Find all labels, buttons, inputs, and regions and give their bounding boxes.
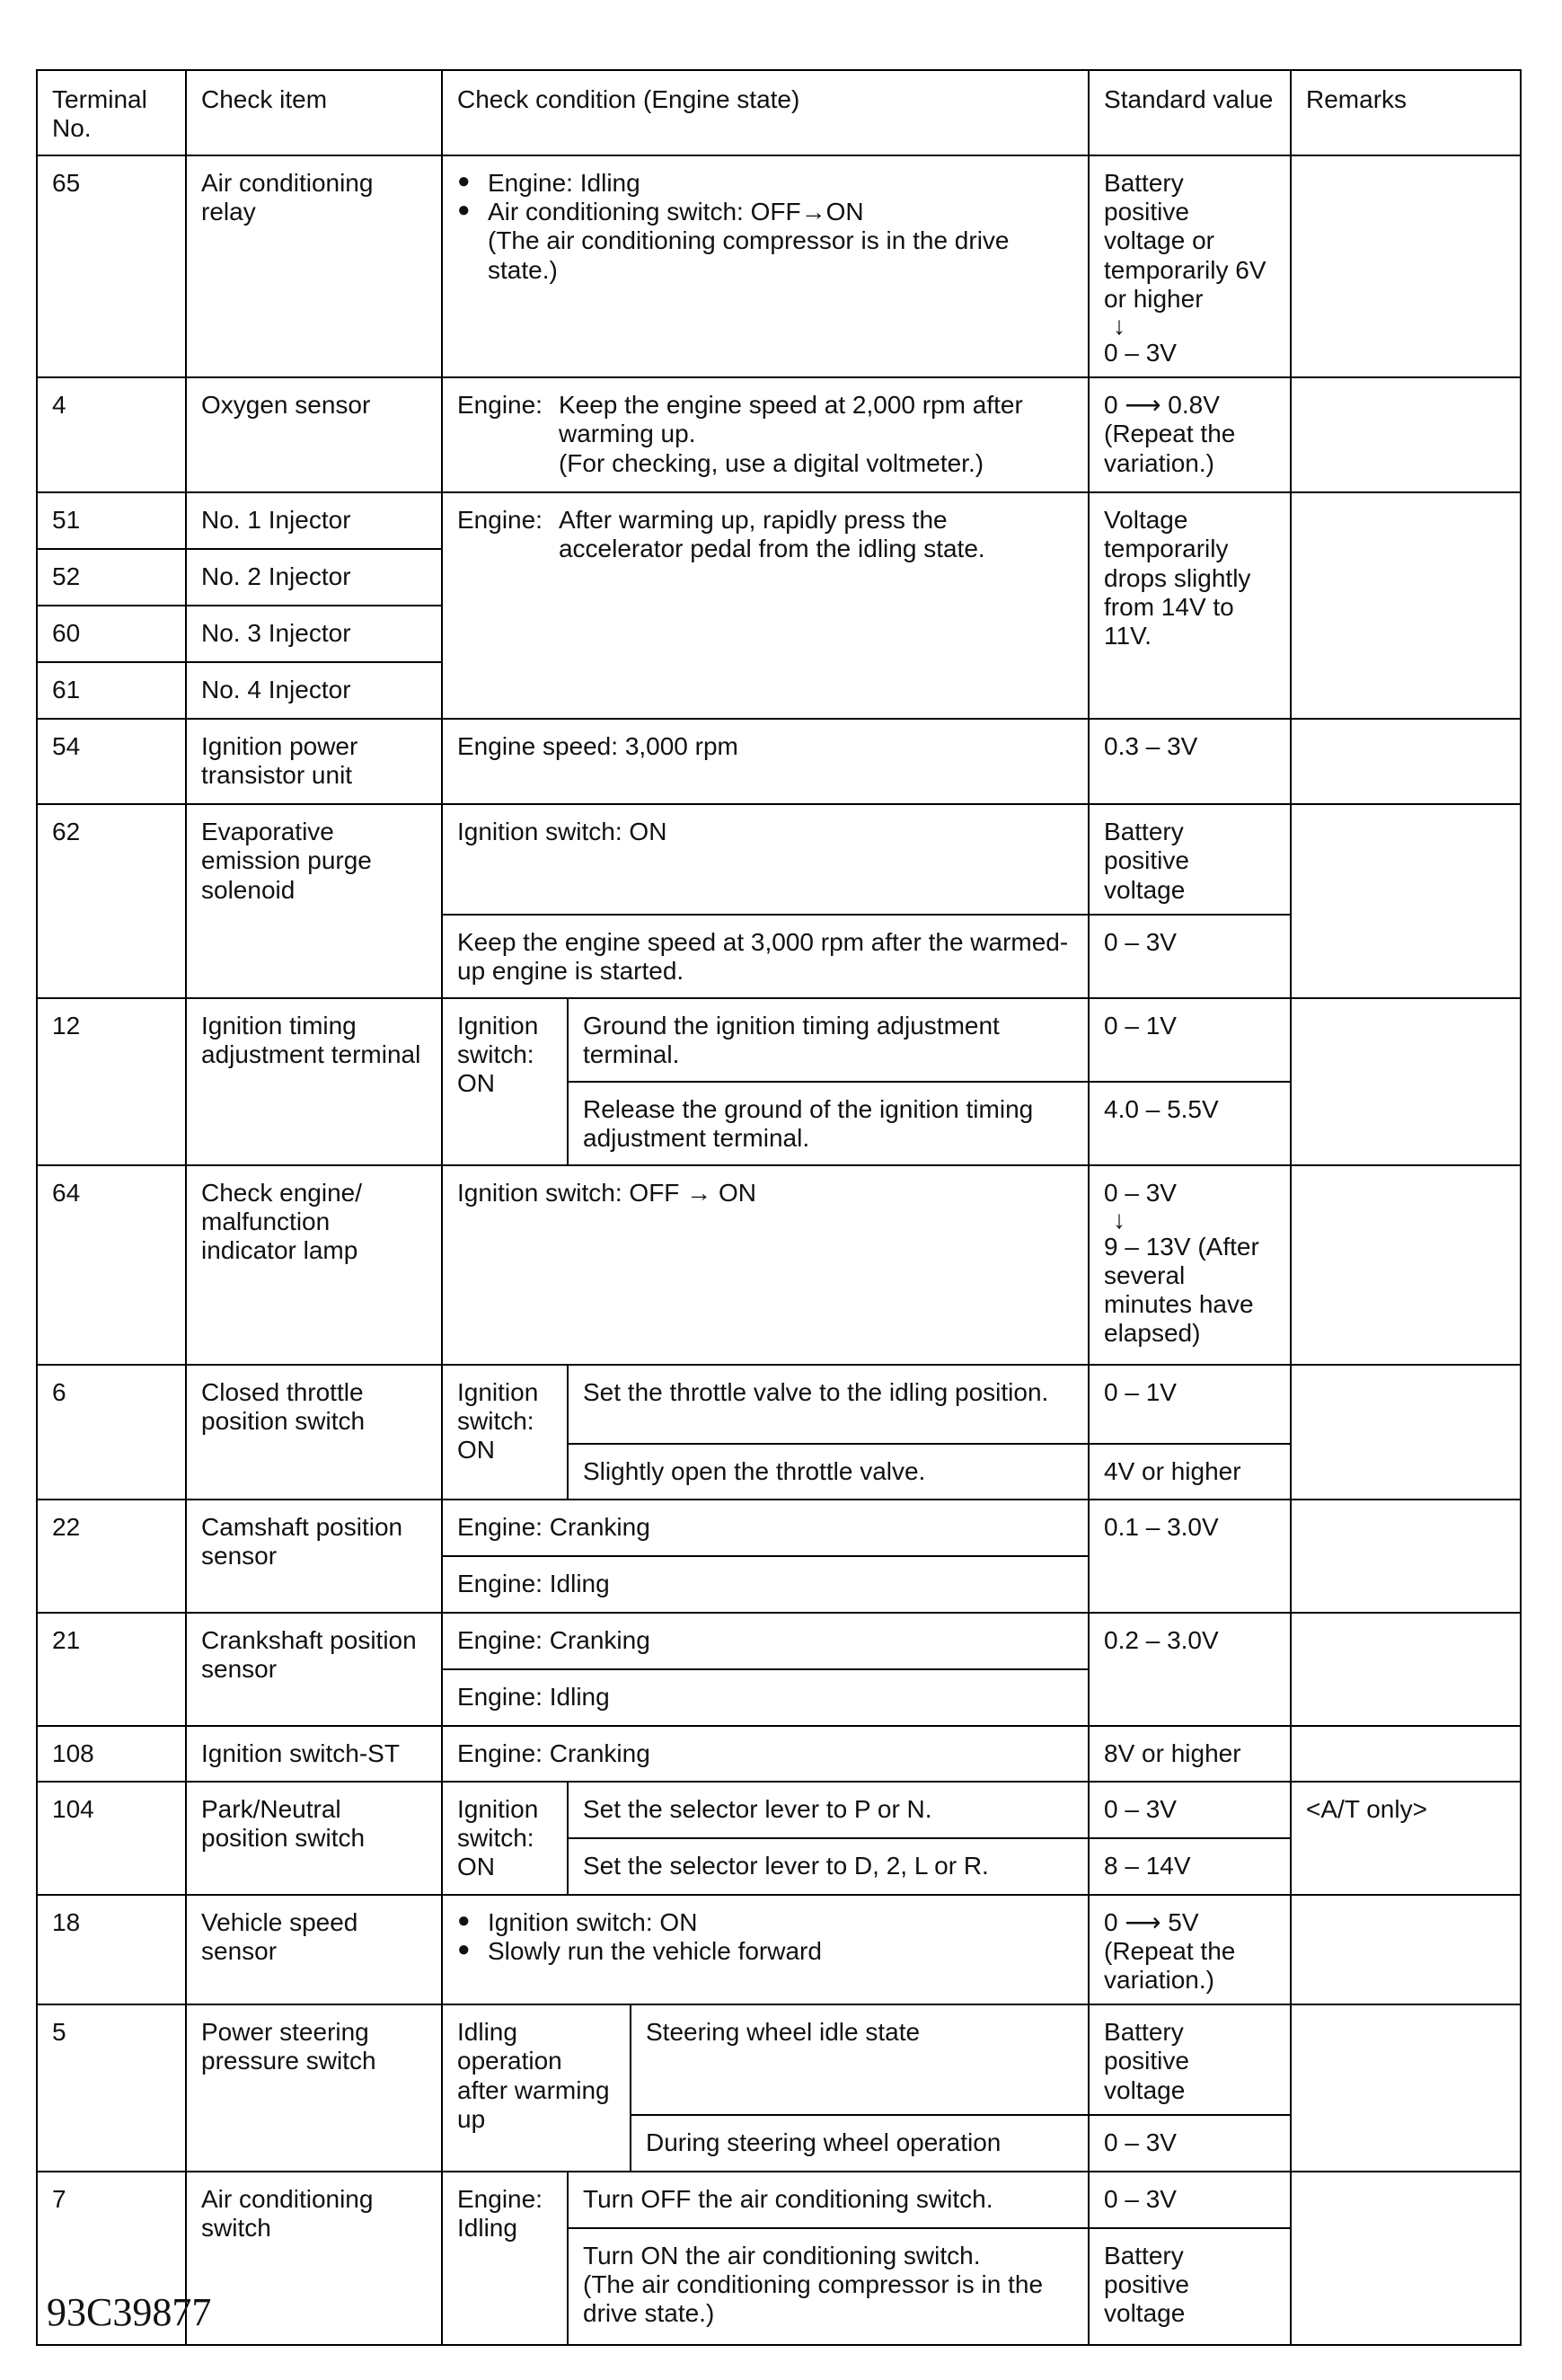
remarks-cell (1291, 1726, 1521, 1782)
table-row (37, 155, 1521, 377)
check-condition: Engine: Idling (442, 1556, 1089, 1613)
check-condition: Set the throttle valve to the idling position. (568, 1365, 1089, 1444)
check-item: Evaporative emission purge solenoid (186, 804, 442, 998)
header-terminal-no: Terminal No. (37, 70, 186, 155)
condition-label: Engine: (457, 391, 543, 420)
terminal-no: 7 (37, 2172, 186, 2345)
standard-value: 8V or higher (1089, 1726, 1291, 1782)
check-condition: Ignition switch: OFF → ON (442, 1165, 1089, 1365)
standard-value: Battery positive voltage (1089, 2228, 1291, 2345)
check-item: Camshaft position sensor (186, 1500, 442, 1613)
terminal-no: 6 (37, 1365, 186, 1500)
check-item: No. 2 Injector (186, 549, 442, 606)
table-row (37, 1165, 1521, 1365)
condition-text: Keep the engine speed at 2,000 rpm after warming up. (558, 391, 1023, 448)
standard-value: 0 ⟶ 5V (Repeat the variation.) (1089, 1895, 1291, 2005)
terminal-no: 22 (37, 1500, 186, 1613)
table-row (37, 2004, 1521, 2115)
remarks-cell (1291, 719, 1521, 804)
condition-bullet: ● Ignition switch: ON (457, 1908, 1073, 1937)
standard-value: 4V or higher (1089, 1444, 1291, 1500)
check-condition: Ground the ignition timing adjustment terminal. (568, 998, 1089, 1082)
check-item: Air conditioning switch (186, 2172, 442, 2345)
terminal-check-table (36, 69, 1522, 2346)
table-row (37, 719, 1521, 804)
check-condition (442, 377, 1089, 492)
remarks-cell (1291, 1165, 1521, 1365)
standard-value: 0 – 3V (1089, 1782, 1291, 1838)
condition-group: Ignition switch: ON (442, 998, 568, 1165)
table-row (37, 1726, 1521, 1782)
terminal-no: 62 (37, 804, 186, 998)
remarks-cell (1291, 155, 1521, 377)
table-row (37, 2172, 1521, 2228)
check-item: Oxygen sensor (186, 377, 442, 492)
condition-label: Engine: (457, 506, 543, 535)
check-condition: Engine speed: 3,000 rpm (442, 719, 1089, 804)
check-condition: Keep the engine speed at 3,000 rpm after the warmed-up engine is started. (442, 915, 1089, 998)
standard-value: 0 ⟶ 0.8V (Repeat the variation.) (1089, 377, 1291, 492)
terminal-no: 18 (37, 1895, 186, 2005)
condition-note: (The air conditioning compressor is in the drive state.) (488, 226, 1010, 284)
standard-value: 0.1 – 3.0V (1089, 1500, 1291, 1613)
down-arrow-icon: ↓ (1113, 1205, 1126, 1234)
remarks-cell (1291, 804, 1521, 998)
value-top: 0 – 3V (1104, 1178, 1177, 1207)
terminal-no: 64 (37, 1165, 186, 1365)
check-item: Air conditioning relay (186, 155, 442, 377)
terminal-no: 51 (37, 492, 186, 549)
table-row (37, 1613, 1521, 1669)
terminal-no: 4 (37, 377, 186, 492)
check-item: Closed throttle position switch (186, 1365, 442, 1500)
check-item: Crankshaft position sensor (186, 1613, 442, 1726)
standard-value: 0 – 3V (1089, 2115, 1291, 2172)
header-standard-value: Standard value (1089, 70, 1291, 155)
terminal-no: 108 (37, 1726, 186, 1782)
check-condition: Engine: Cranking (442, 1726, 1089, 1782)
terminal-no: 54 (37, 719, 186, 804)
check-item: No. 1 Injector (186, 492, 442, 549)
check-condition: Slightly open the throttle valve. (568, 1444, 1089, 1500)
table-row (37, 1500, 1521, 1556)
value-top: Battery positive voltage or temporarily 6V or higher (1104, 169, 1266, 313)
standard-value: 8 – 14V (1089, 1838, 1291, 1895)
standard-value (1089, 1165, 1291, 1365)
table-row (37, 492, 1521, 549)
check-condition: During steering wheel operation (631, 2115, 1089, 2172)
standard-value: 0 – 3V (1089, 915, 1291, 998)
standard-value: Voltage temporarily drops slightly from 14V to 11V. (1089, 492, 1291, 719)
terminal-no: 52 (37, 549, 186, 606)
check-condition: Steering wheel idle state (631, 2004, 1089, 2115)
check-condition: Ignition switch: ON (442, 804, 1089, 915)
check-item: Vehicle speed sensor (186, 1895, 442, 2005)
terminal-no: 12 (37, 998, 186, 1165)
standard-value: 0.3 – 3V (1089, 719, 1291, 804)
header-check-condition: Check condition (Engine state) (442, 70, 1089, 155)
check-condition: Release the ground of the ignition timing adjustment terminal. (568, 1082, 1089, 1165)
check-item: Ignition timing adjustment terminal (186, 998, 442, 1165)
remarks-cell (1291, 1613, 1521, 1726)
remarks-cell (1291, 2172, 1521, 2345)
condition-group: Idling operation after warming up (442, 2004, 631, 2172)
remarks-cell (1291, 492, 1521, 719)
terminal-no: 61 (37, 662, 186, 719)
condition-note: (The air conditioning compressor is in the drive state.) (583, 2270, 1044, 2328)
remarks-cell: <A/T only> (1291, 1782, 1521, 1895)
condition-text: Turn ON the air conditioning switch. (583, 2241, 981, 2269)
standard-value: 4.0 – 5.5V (1089, 1082, 1291, 1165)
remarks-cell (1291, 1500, 1521, 1613)
standard-value: Battery positive voltage (1089, 804, 1291, 915)
check-item: No. 3 Injector (186, 606, 442, 662)
table-header-row (37, 70, 1521, 155)
standard-value: 0.2 – 3.0V (1089, 1613, 1291, 1726)
down-arrow-icon: ↓ (1113, 311, 1126, 340)
check-condition: Engine: Cranking (442, 1613, 1089, 1669)
remarks-cell (1291, 1895, 1521, 2005)
table-row (37, 998, 1521, 1082)
condition-note: (For checking, use a digital voltmeter.) (558, 448, 984, 477)
remarks-cell (1291, 998, 1521, 1165)
check-item: Park/Neutral position switch (186, 1782, 442, 1895)
condition-group: Ignition switch: ON (442, 1782, 568, 1895)
condition-bullet: ● Engine: Idling (457, 169, 1073, 198)
remarks-cell (1291, 1365, 1521, 1500)
standard-value: Battery positive voltage (1089, 2004, 1291, 2115)
condition-group: Engine: Idling (442, 2172, 568, 2345)
check-item: Ignition switch-ST (186, 1726, 442, 1782)
table-row (37, 1782, 1521, 1838)
check-condition (568, 2228, 1089, 2345)
remarks-cell (1291, 377, 1521, 492)
table-row (37, 377, 1521, 492)
check-item: Ignition power transistor unit (186, 719, 442, 804)
check-item: Check engine/ malfunction indicator lamp (186, 1165, 442, 1365)
remarks-cell (1291, 2004, 1521, 2172)
header-check-item: Check item (186, 70, 442, 155)
terminal-no: 21 (37, 1613, 186, 1726)
check-condition: Engine: Cranking (442, 1500, 1089, 1556)
standard-value (1089, 155, 1291, 377)
standard-value: 0 – 3V (1089, 2172, 1291, 2228)
header-remarks: Remarks (1291, 70, 1521, 155)
value-bottom: 9 – 13V (After several minutes have elapsed) (1104, 1232, 1259, 1348)
terminal-no: 65 (37, 155, 186, 377)
check-condition: Engine: Idling (442, 1669, 1089, 1726)
check-condition (442, 1895, 1089, 2005)
check-condition: Set the selector lever to D, 2, L or R. (568, 1838, 1089, 1895)
terminal-no: 5 (37, 2004, 186, 2172)
standard-value: 0 – 1V (1089, 998, 1291, 1082)
terminal-no: 104 (37, 1782, 186, 1895)
check-item: No. 4 Injector (186, 662, 442, 719)
table-row (37, 804, 1521, 915)
table-row (37, 1895, 1521, 2005)
condition-text: After warming up, rapidly press the accelerator pedal from the idling state. (558, 506, 985, 563)
value-bottom: 0 – 3V (1104, 338, 1177, 367)
standard-value: 0 – 1V (1089, 1365, 1291, 1444)
check-condition: Turn OFF the air conditioning switch. (568, 2172, 1089, 2228)
condition-group: Ignition switch: ON (442, 1365, 568, 1500)
check-condition (442, 155, 1089, 377)
check-condition (442, 492, 1089, 719)
terminal-no: 60 (37, 606, 186, 662)
check-item: Power steering pressure switch (186, 2004, 442, 2172)
figure-code: 93C39877 (47, 2290, 212, 2334)
condition-bullet: ● Slowly run the vehicle forward (457, 1937, 1073, 1966)
condition-bullet: ● Air conditioning switch: OFF→ON (457, 198, 1073, 226)
check-condition: Set the selector lever to P or N. (568, 1782, 1089, 1838)
table-row (37, 1365, 1521, 1444)
